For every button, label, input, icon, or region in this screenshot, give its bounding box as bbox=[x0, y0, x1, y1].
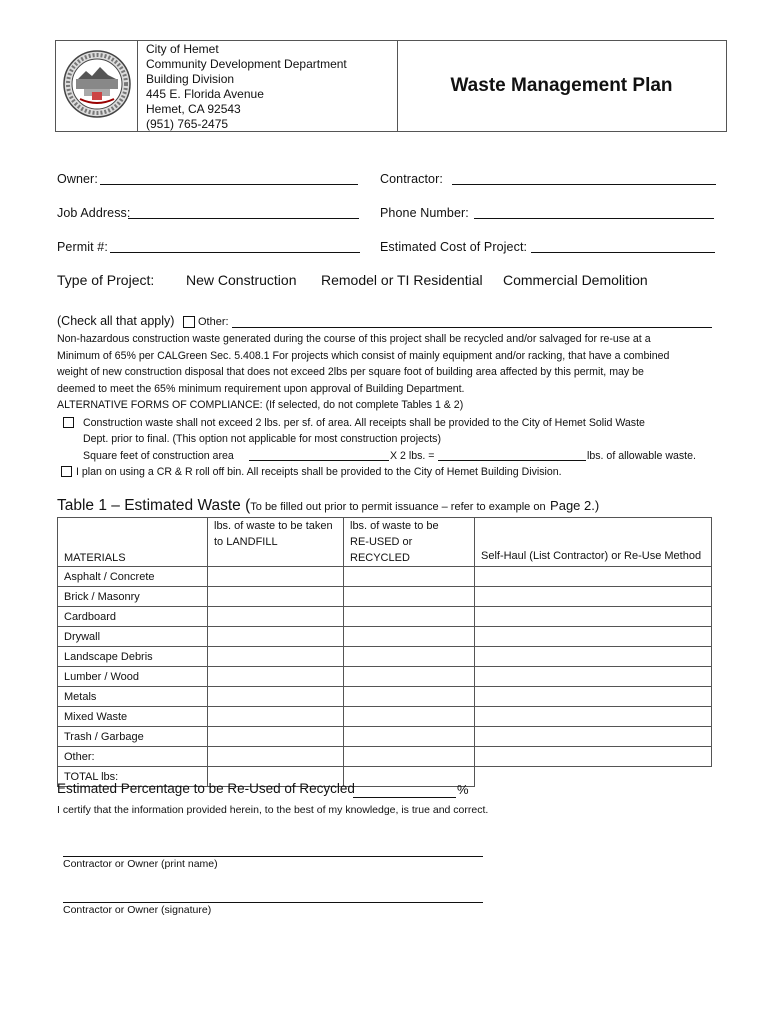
contractor-field[interactable] bbox=[452, 184, 716, 185]
header-box bbox=[55, 40, 727, 132]
body-line: weight of new construction disposal that does not exceed 2lbs per square foot of building area affected by this permit, may be bbox=[57, 366, 644, 378]
table1-title-page: Page 2.) bbox=[550, 498, 600, 513]
table-header-row bbox=[58, 518, 712, 567]
alt-option-1-checkbox[interactable] bbox=[63, 417, 74, 428]
sqft-multiplier: X 2 lbs. = bbox=[390, 450, 435, 462]
recycled-cell[interactable] bbox=[344, 707, 475, 727]
cost-label: Estimated Cost of Project: bbox=[380, 240, 528, 254]
print-name-label: Contractor or Owner (print name) bbox=[63, 858, 218, 870]
landfill-cell[interactable] bbox=[208, 627, 344, 647]
table1-title-main: Table 1 – Estimated Waste ( bbox=[57, 497, 251, 514]
table-row bbox=[58, 727, 712, 747]
material-cell: Landscape Debris bbox=[58, 647, 208, 667]
header-recycled bbox=[344, 518, 475, 567]
landfill-cell[interactable] bbox=[208, 647, 344, 667]
document-title: Waste Management Plan bbox=[450, 75, 673, 96]
selfhaul-cell[interactable] bbox=[475, 627, 712, 647]
title-cell bbox=[397, 41, 726, 131]
option-commercial-demolition[interactable]: Commercial Demolition bbox=[503, 272, 648, 288]
header-selfhaul-text: Self-Haul (List Contractor) or Re-Use Method bbox=[481, 550, 702, 562]
allowable-waste-field[interactable] bbox=[438, 460, 586, 461]
phone-field[interactable] bbox=[474, 218, 714, 219]
material-cell: Other: bbox=[58, 747, 208, 767]
percentage-field[interactable] bbox=[353, 797, 456, 798]
sqft-label: Square feet of construction area bbox=[83, 450, 234, 462]
recycled-cell[interactable] bbox=[344, 647, 475, 667]
selfhaul-cell[interactable] bbox=[475, 587, 712, 607]
body-line: ALTERNATIVE FORMS OF COMPLIANCE: (If selected, do not complete Tables 1 & 2) bbox=[57, 399, 464, 411]
address-line: (951) 765-2475 bbox=[146, 117, 229, 131]
recycled-cell[interactable] bbox=[344, 567, 475, 587]
header-selfhaul bbox=[475, 518, 712, 567]
owner-field[interactable] bbox=[100, 184, 358, 185]
address-line: 445 E. Florida Avenue bbox=[146, 87, 264, 101]
permit-label: Permit #: bbox=[57, 240, 108, 254]
table-row bbox=[58, 647, 712, 667]
header-materials-text: MATERIALS bbox=[64, 552, 126, 564]
empty-cell bbox=[475, 767, 712, 787]
selfhaul-cell[interactable] bbox=[475, 747, 712, 767]
table-row bbox=[58, 707, 712, 727]
selfhaul-cell[interactable] bbox=[475, 607, 712, 627]
requirements-paragraph bbox=[57, 331, 727, 414]
recycled-cell[interactable] bbox=[344, 587, 475, 607]
other-field[interactable] bbox=[232, 327, 712, 328]
sqft-field[interactable] bbox=[249, 460, 389, 461]
header-materials bbox=[58, 518, 208, 567]
other-checkbox[interactable] bbox=[183, 316, 195, 328]
table1-title-note: To be filled out prior to permit issuance – refer to example on bbox=[250, 501, 546, 513]
landfill-cell[interactable] bbox=[208, 667, 344, 687]
material-cell: Cardboard bbox=[58, 607, 208, 627]
material-cell: Asphalt / Concrete bbox=[58, 567, 208, 587]
body-line: Minimum of 65% per CALGreen Sec. 5.408.1 For projects which consist of mainly equipment and/or racking, that have a combined bbox=[57, 349, 670, 362]
recycled-cell[interactable] bbox=[344, 667, 475, 687]
table-row bbox=[58, 607, 712, 627]
print-name-field[interactable] bbox=[63, 856, 483, 857]
address-line: Hemet, CA 92543 bbox=[146, 102, 241, 116]
body-line: deemed to meet the 65% minimum requirement upon approval of Building Department. bbox=[57, 382, 465, 395]
recycled-cell[interactable] bbox=[344, 607, 475, 627]
selfhaul-cell[interactable] bbox=[475, 687, 712, 707]
job-address-field[interactable] bbox=[128, 218, 359, 219]
selfhaul-cell[interactable] bbox=[475, 707, 712, 727]
material-cell: Mixed Waste bbox=[58, 707, 208, 727]
table-row bbox=[58, 667, 712, 687]
contractor-label: Contractor: bbox=[380, 172, 443, 186]
waste-table bbox=[57, 517, 712, 787]
header-landfill-text: to LANDFILL bbox=[214, 536, 278, 548]
material-cell: Metals bbox=[58, 687, 208, 707]
total-label-cell: TOTAL lbs: bbox=[58, 767, 208, 787]
project-type-label: Type of Project: bbox=[57, 272, 155, 288]
table-row bbox=[58, 687, 712, 707]
table1-title bbox=[57, 497, 599, 515]
landfill-cell[interactable] bbox=[208, 567, 344, 587]
signature-label: Contractor or Owner (signature) bbox=[63, 904, 212, 916]
recycled-cell[interactable] bbox=[344, 747, 475, 767]
signature-field[interactable] bbox=[63, 902, 483, 903]
table-row bbox=[58, 747, 712, 767]
header-recycled-text: lbs. of waste to be bbox=[350, 520, 439, 532]
option-remodel[interactable]: Remodel or TI Residential bbox=[321, 272, 483, 288]
recycled-cell[interactable] bbox=[344, 687, 475, 707]
alt-option-2-checkbox[interactable] bbox=[61, 466, 72, 477]
check-all-label: (Check all that apply) bbox=[57, 314, 175, 328]
logo-cell bbox=[56, 41, 138, 131]
address-line: Building Division bbox=[146, 72, 235, 86]
owner-label: Owner: bbox=[57, 172, 98, 186]
recycled-cell[interactable] bbox=[344, 727, 475, 747]
material-cell: Brick / Masonry bbox=[58, 587, 208, 607]
job-address-label: Job Address: bbox=[57, 206, 131, 220]
address-line: City of Hemet bbox=[146, 42, 219, 56]
percentage-label: Estimated Percentage to be Re-Used of Recycled bbox=[57, 781, 355, 796]
allowable-waste-label: lbs. of allowable waste. bbox=[587, 450, 696, 462]
other-label: Other: bbox=[198, 316, 229, 328]
alt-option-1-text: Construction waste shall not exceed 2 lbs. per sf. of area. All receipts shall be provided to the City of Hemet Solid Waste bbox=[83, 417, 645, 429]
header-recycled-text: RE-USED or RECYCLED bbox=[350, 536, 413, 564]
alt-option-2-text: I plan on using a CR & R roll off bin. All receipts shall be provided to the City of Hemet Building Division. bbox=[76, 466, 562, 478]
cost-field[interactable] bbox=[531, 252, 715, 253]
selfhaul-cell[interactable] bbox=[475, 647, 712, 667]
material-cell: Drywall bbox=[58, 627, 208, 647]
header-landfill bbox=[208, 518, 344, 567]
address-cell bbox=[137, 41, 398, 131]
selfhaul-cell[interactable] bbox=[475, 727, 712, 747]
table-row bbox=[58, 627, 712, 647]
permit-field[interactable] bbox=[110, 252, 360, 253]
recycled-cell[interactable] bbox=[344, 627, 475, 647]
alt-option-1-text: Dept. prior to final. (This option not applicable for most construction projects) bbox=[83, 433, 441, 445]
material-cell: Lumber / Wood bbox=[58, 667, 208, 687]
table-row bbox=[58, 587, 712, 607]
landfill-cell[interactable] bbox=[208, 747, 344, 767]
city-seal-logo bbox=[62, 49, 132, 119]
selfhaul-cell[interactable] bbox=[475, 567, 712, 587]
certification-text: I certify that the information provided herein, to the best of my knowledge, is true and correct. bbox=[57, 804, 489, 816]
address-line: Community Development Department bbox=[146, 57, 347, 71]
table-row bbox=[58, 567, 712, 587]
header-landfill-text: lbs. of waste to be taken bbox=[214, 520, 333, 532]
total-recycled-cell[interactable] bbox=[344, 767, 475, 787]
landfill-cell[interactable] bbox=[208, 707, 344, 727]
selfhaul-cell[interactable] bbox=[475, 667, 712, 687]
landfill-cell[interactable] bbox=[208, 587, 344, 607]
material-cell: Trash / Garbage bbox=[58, 727, 208, 747]
landfill-cell[interactable] bbox=[208, 607, 344, 627]
landfill-cell[interactable] bbox=[208, 727, 344, 747]
phone-label: Phone Number: bbox=[380, 206, 469, 220]
option-new-construction[interactable]: New Construction bbox=[186, 272, 297, 288]
body-line: Non-hazardous construction waste generated during the course of this project shall be recycled and/or salvaged for re-use at a bbox=[57, 333, 651, 345]
percentage-suffix: % bbox=[457, 782, 469, 797]
landfill-cell[interactable] bbox=[208, 687, 344, 707]
